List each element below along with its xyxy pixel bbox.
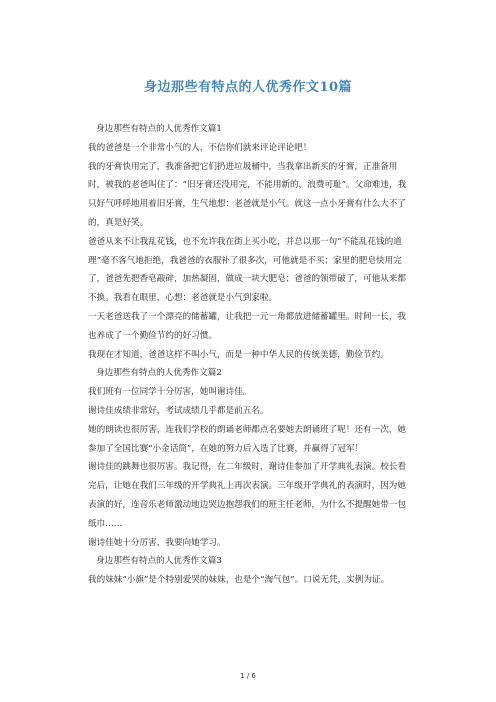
paragraph: 我现在才知道，爸爸这样不叫小气，而是一种中华人民的传统美德，勤俭节约。: [88, 349, 389, 360]
paragraph: 谢诗佳成绩非常好，考试成绩几乎都是前五名。: [88, 405, 269, 416]
paragraph: 我们班有一位同学十分厉害，她叫谢诗佳。: [88, 387, 252, 398]
paragraph: 我的妹妹“小旗”是个特别爱哭的妹妹，也是个“淘气包”。口说无凭，实例为证。: [88, 575, 390, 586]
paragraph: 她的朗读也很厉害，连我们学校的朗诵老师都点名要她去朗诵班了呢！还有一次，她参加了全国比赛“小金话筒”，在她的努力后入选了比赛，并赢得了冠军！: [88, 424, 406, 454]
page-number: 1 / 6: [240, 672, 256, 680]
paragraph: 我的牙膏快用完了，我准备把它们扔进垃圾桶中，当我拿出新买的牙膏，正准备用时，被我的老爸叫住了：“旧牙膏还没用完，不能用新的，浪费可耻”。父命难违，我只好气呼呼地用着旧牙膏，生气地想：老爸就是小气。就这一点小牙膏有什么大不了的，真是好笑。: [88, 161, 407, 228]
paragraph: 谢诗佳的跳舞也很厉害。我记得，在二年级时，谢诗佳参加了开学典礼表演。校长看完后，让她在我们三年级的开学典礼上再次表演。三年级开学典礼的表演时，因为她表演的好，连音乐老师激动地边哭边抱怨我们的班主任老师，为什么不提醒她带一包纸巾……: [88, 462, 406, 529]
section-heading-1: 身边那些有特点的人优秀作文篇1: [96, 124, 222, 134]
paragraph: 我的爸爸是一个非常小气的人，不信你们就来评论评论吧！: [88, 142, 312, 153]
section-heading-3: 身边那些有特点的人优秀作文篇3: [96, 556, 222, 567]
paragraph: 一天老爸送我了一个漂亮的储蓄罐，让我把一元一角都放进储蓄罐里。时间一长，我也养成了一个勤俭节约的好习惯。: [88, 311, 406, 341]
paragraph: 爸爸从来不让我乱花钱，也不允许我在街上买小吃，并总以那一句“不能乱花钱的道理”毫不客气地拒绝，我爸爸的衣服补了很多次，可他就是不买；家里的肥皂快用完了，爸爸先把香皂敲碎，加热凝固，做成一块大肥皂；爸爸的领带破了，可他从来都不换。我看在眼里，心想：老爸就是小气到家啦。: [88, 236, 406, 304]
section-heading-2: 身边那些有特点的人优秀作文篇2: [96, 368, 222, 379]
document-title: 身边那些有特点的人优秀作文10篇: [143, 80, 353, 95]
paragraph: 谢诗佳她十分厉害，我要向她学习。: [88, 537, 226, 548]
document-body: [88, 120, 412, 590]
